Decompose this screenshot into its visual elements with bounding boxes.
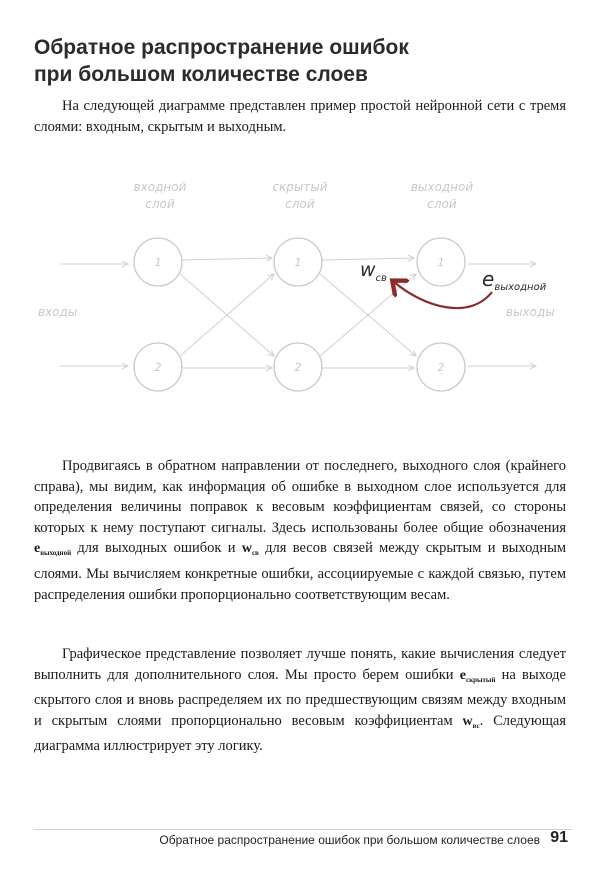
outputs-label: выходы xyxy=(506,305,555,319)
title-line-1: Обратное распространение ошибок xyxy=(34,36,409,59)
e-hidden-symbol: $e_{скрытый}$ xyxy=(459,667,496,684)
node-hidden-1-label: 1 xyxy=(294,256,302,269)
paragraph-backprop: Продвигаясь в обратном направлении от последнего, выходного слоя (крайнего справа), мы видим, как информация об ошибке в выходном слое используется для определения величины поправок к весовым коэффициентам связей, со стороны которых к нему поступают сигналы. Здесь использованы более общие обозначения $e_{выходной}$ для выходных ошибок и $w_{св}$ для весов связей между скрытым и выходным слоями. Мы вычисляем конкретные ошибки, ассоциируемые с каждой связью, путем распределения ошибки пропорционально соответствующим весам. xyxy=(34,458,566,603)
running-title: Обратное распространение ошибок при большом количестве слоев xyxy=(159,833,540,847)
error-symbol: $e_{выходной}$ xyxy=(482,267,547,293)
w-vs-symbol: $w_{вс}$ xyxy=(462,713,480,730)
node-output-2-label: 2 xyxy=(437,361,445,374)
layer-output-label-2: слой xyxy=(427,197,457,211)
node-input-1-label: 1 xyxy=(154,256,162,269)
layer-input-label-2: слой xyxy=(145,197,175,211)
paragraph-graphical: Графическое представление позволяет лучше понять, какие вычисления следует выполнить для дополнительного слоя. Мы просто берем ошибки $e_{скрытый}$ на выходе скрытого слоя и вновь распределяем их по предшествующим связям между входным и скрытым слоями пропорционально весовым коэффициентам $w_{вс}$. Следующая диаграмма иллюстрирует эту логику. xyxy=(34,646,566,755)
layer-output-label-1: выходной xyxy=(410,180,474,194)
page-number: 91 xyxy=(550,829,568,846)
footer-rule xyxy=(34,829,572,830)
page-title xyxy=(34,34,574,88)
node-hidden-2-label: 2 xyxy=(294,361,302,374)
layer-hidden-label-1: скрытый xyxy=(272,180,328,194)
e-output-symbol: $e_{выходной}$ xyxy=(34,541,72,558)
network-diagram xyxy=(30,170,570,430)
node-output-1-label: 1 xyxy=(437,256,445,269)
title-line-2: при большом количестве слоев xyxy=(34,63,368,86)
link-i1-h1 xyxy=(182,258,272,260)
layer-input-label-1: входной xyxy=(133,180,187,194)
layer-hidden-label-2: слой xyxy=(285,197,315,211)
weight-symbol: $w_{св}$ xyxy=(360,259,387,284)
inputs-label: входы xyxy=(38,305,78,319)
node-input-2-label: 2 xyxy=(154,361,162,374)
w-sv-symbol: $w_{св}$ xyxy=(241,541,259,558)
intro-paragraph: На следующей диаграмме представлен пример простой нейронной сети с тремя слоями: входным, скрытым и выходным. xyxy=(34,98,566,135)
